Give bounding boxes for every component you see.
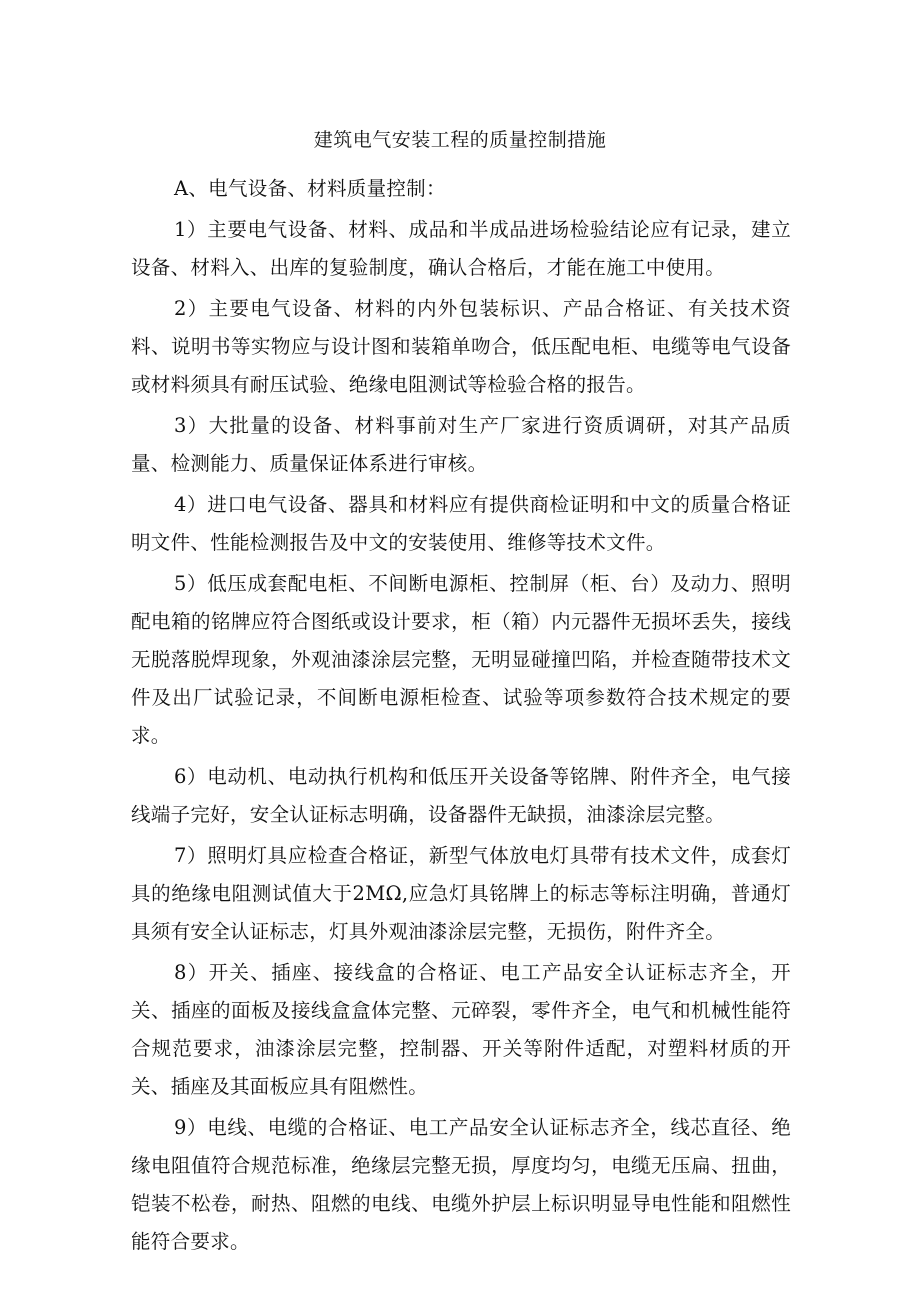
document-body	[131, 170, 791, 1264]
paragraph-item-1: 1）主要电气设备、材料、成品和半成品进场检验结论应有记录，建立设备、材料入、出库的复验制度，确认合格后，才能在施工中使用。	[131, 218, 791, 279]
paragraph-item-2: 2）主要电气设备、材料的内外包装标识、产品合格证、有关技术资料、说明书等实物应与设计图和装箱单吻合，低压配电柜、电缆等电气设备或材料须具有耐压试验、绝缘电阻测试等检验合格的报告。	[131, 297, 791, 396]
paragraph-item-8: 8）开关、插座、接线盒的合格证、电工产品安全认证标志齐全，开关、插座的面板及接线盒盒体完整、元碎裂，零件齐全，电气和机械性能符合规范要求，油漆涂层完整，控制器、开关等附件适配，对塑料材质的开关、插座及其面板应具有阻燃性。	[131, 961, 791, 1098]
paragraph-item-7: 7）照明灯具应检查合格证，新型气体放电灯具带有技术文件，成套灯具的绝缘电阻测试值大于2MΩ,应急灯具铭牌上的标志等标注明确，普通灯具须有安全认证标志，灯具外观油漆涂层完整，无损伤，附件齐全。	[131, 844, 791, 943]
paragraph-item-6: 6）电动机、电动执行机构和低压开关设备等铭牌、附件齐全，电气接线端子完好，安全认证标志明确，设备器件无缺损，油漆涂层完整。	[131, 765, 791, 826]
document-title: 建筑电气安装工程的质量控制措施	[313, 129, 607, 151]
paragraph-item-5: 5）低压成套配电柜、不间断电源柜、控制屏（柜、台）及动力、照明配电箱的铭牌应符合图纸或设计要求，柜（箱）内元器件无损坏丢失，接线无脱落脱焊现象，外观油漆涂层完整，无明显碰撞凹陷，并检查随带技术文件及出厂试验记录，不间断电源柜检查、试验等项参数符合技术规定的要求。	[131, 572, 791, 747]
paragraph-item-3: 3）大批量的设备、材料事前对生产厂家进行资质调研，对其产品质量、检测能力、质量保证体系进行审核。	[131, 414, 791, 475]
paragraph-item-4: 4）进口电气设备、器具和材料应有提供商检证明和中文的质量合格证明文件、性能检测报告及中文的安装使用、维修等技术文件。	[131, 493, 791, 554]
paragraph-item-9: 9）电线、电缆的合格证、电工产品安全认证标志齐全，线芯直径、绝缘电阻值符合规范标准，绝缘层完整无损，厚度均匀，电缆无压扁、扭曲，铠装不松卷，耐热、阻燃的电线、电缆外护层上标识明显导电性能和阻燃性能符合要求。	[131, 1116, 791, 1253]
section-heading: A、电气设备、材料质量控制：	[174, 177, 446, 200]
